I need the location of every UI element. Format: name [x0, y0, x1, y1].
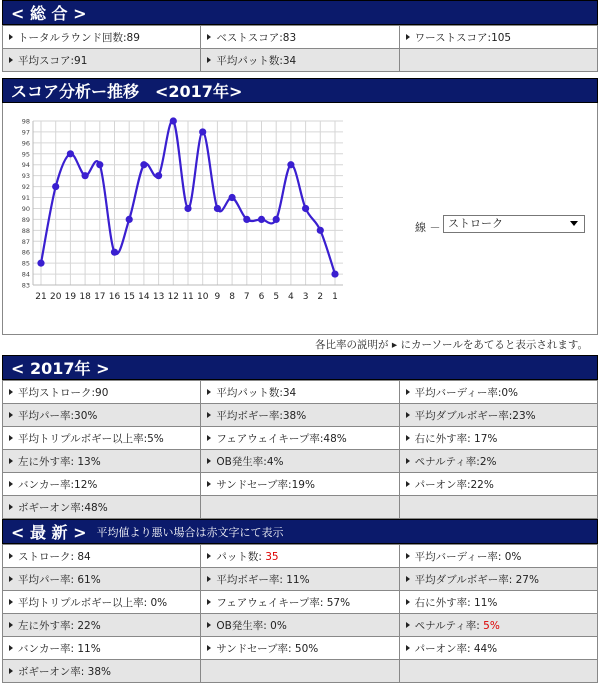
- stat-cell[interactable]: [399, 427, 597, 450]
- triangle-right-icon[interactable]: [9, 389, 13, 395]
- triangle-right-icon[interactable]: [207, 389, 211, 395]
- stat-label: サンドセーブ率:19%: [216, 478, 315, 491]
- table-row: [3, 450, 598, 473]
- stat-cell[interactable]: [3, 660, 201, 683]
- table-row: [3, 545, 598, 568]
- table-row: [3, 49, 598, 72]
- data-point: [140, 161, 147, 168]
- stat-label: サンドセーブ率: 50%: [216, 642, 319, 655]
- stat-value-worse: 5%: [483, 619, 500, 632]
- data-point: [96, 161, 103, 168]
- score-trend-chart: [17, 113, 357, 325]
- y-tick-label: 84: [21, 270, 30, 279]
- triangle-right-icon[interactable]: [406, 645, 410, 651]
- stat-label: 平均ボギー率:38%: [216, 409, 307, 422]
- triangle-right-icon[interactable]: [9, 458, 13, 464]
- y-tick-label: 92: [21, 183, 30, 192]
- stat-cell[interactable]: [201, 381, 399, 404]
- triangle-right-icon[interactable]: [9, 57, 13, 63]
- data-point: [111, 249, 118, 256]
- stat-cell[interactable]: [399, 637, 597, 660]
- stat-label: パーオン率:22%: [414, 478, 494, 491]
- x-tick-label: 10: [196, 292, 209, 302]
- chevron-down-icon: [570, 221, 578, 226]
- triangle-right-icon[interactable]: [207, 481, 211, 487]
- stat-label: ボギーオン率:48%: [18, 501, 108, 514]
- triangle-right-icon[interactable]: [207, 435, 211, 441]
- triangle-right-icon[interactable]: [9, 599, 13, 605]
- data-point: [229, 194, 236, 201]
- stat-cell: [399, 49, 597, 72]
- year-header: [2, 355, 598, 380]
- stat-cell[interactable]: [201, 637, 399, 660]
- stat-label: 左に外す率: 13%: [18, 455, 101, 468]
- stat-label: 平均パー率: 61%: [18, 573, 101, 586]
- y-tick-label: 85: [21, 259, 30, 268]
- stat-label: パット数:: [216, 550, 266, 563]
- table-row: [3, 427, 598, 450]
- data-point: [258, 216, 265, 223]
- stat-cell[interactable]: [399, 545, 597, 568]
- x-tick-label: 13: [152, 292, 165, 302]
- x-tick-label: 20: [49, 292, 62, 302]
- stat-label: ペナルティ率:2%: [414, 455, 497, 468]
- data-point: [184, 205, 191, 212]
- triangle-right-icon[interactable]: [207, 599, 211, 605]
- triangle-right-icon[interactable]: [207, 553, 211, 559]
- x-tick-label: 15: [123, 292, 135, 302]
- stat-label: パーオン率: 44%: [414, 642, 498, 655]
- data-point: [170, 117, 177, 124]
- triangle-right-icon[interactable]: [207, 576, 211, 582]
- stat-cell[interactable]: [3, 381, 201, 404]
- triangle-right-icon[interactable]: [9, 412, 13, 418]
- summary-table: [2, 25, 598, 72]
- x-tick-label: 12: [167, 292, 180, 302]
- stat-label: 平均パー率:30%: [18, 409, 98, 422]
- stat-cell: [399, 660, 597, 683]
- x-tick-label: 11: [182, 292, 194, 302]
- stat-cell[interactable]: [201, 404, 399, 427]
- stat-label: 平均パット数:34: [216, 386, 297, 399]
- data-point: [67, 150, 74, 157]
- stat-cell[interactable]: [201, 427, 399, 450]
- y-tick-label: 89: [21, 215, 30, 224]
- stat-label: 平均ダブルボギー率: 27%: [414, 573, 539, 586]
- x-tick-label: 1: [332, 292, 338, 302]
- data-point: [287, 161, 294, 168]
- data-point: [214, 205, 221, 212]
- y-tick-label: 91: [21, 194, 30, 203]
- x-tick-label: 5: [273, 292, 280, 302]
- stat-cell[interactable]: [201, 49, 399, 72]
- stat-cell[interactable]: [399, 404, 597, 427]
- line-type-select[interactable]: [443, 215, 585, 233]
- x-tick-label: 7: [243, 292, 250, 302]
- x-tick-label: 17: [94, 292, 106, 302]
- triangle-right-icon[interactable]: [207, 458, 211, 464]
- data-point: [52, 183, 59, 190]
- stat-cell[interactable]: [3, 614, 201, 637]
- stat-cell[interactable]: [201, 450, 399, 473]
- stat-cell[interactable]: [3, 26, 201, 49]
- stat-cell[interactable]: [3, 49, 201, 72]
- triangle-right-icon[interactable]: [207, 412, 211, 418]
- line-type-select-value: ストローク: [448, 217, 503, 230]
- triangle-right-icon[interactable]: [207, 622, 211, 628]
- stat-label: 左に外す率: 22%: [18, 619, 101, 632]
- y-tick-label: 83: [21, 281, 30, 290]
- table-row: [3, 637, 598, 660]
- data-point: [317, 227, 324, 234]
- triangle-right-icon[interactable]: [406, 34, 410, 40]
- x-tick-label: 14: [138, 292, 150, 302]
- data-point: [302, 205, 309, 212]
- table-row: [3, 614, 598, 637]
- stat-cell: [399, 496, 597, 519]
- stat-label: ストローク: 84: [18, 550, 91, 563]
- stat-label: バンカー率:12%: [18, 478, 98, 491]
- triangle-right-icon[interactable]: [9, 435, 13, 441]
- triangle-right-icon[interactable]: [406, 599, 410, 605]
- triangle-right-icon[interactable]: [9, 668, 13, 674]
- line-select-label: 線 －: [415, 221, 441, 234]
- chart-header-title: スコア分析ー推移 <2017年>: [11, 82, 243, 101]
- stat-cell[interactable]: [399, 450, 597, 473]
- y-tick-label: 95: [21, 150, 30, 159]
- stat-label: 平均スコア:91: [18, 54, 88, 67]
- chart-header: [2, 78, 598, 103]
- stat-label: 平均ボギー率: 11%: [216, 573, 310, 586]
- stat-label: 平均バーディー率: 0%: [414, 550, 522, 563]
- triangle-right-icon[interactable]: [406, 576, 410, 582]
- stat-cell[interactable]: [201, 26, 399, 49]
- y-tick-label: 98: [21, 117, 30, 126]
- stat-label: ペナルティ率:: [414, 619, 484, 632]
- table-row: [3, 496, 598, 519]
- stat-cell[interactable]: [399, 473, 597, 496]
- data-point: [37, 260, 44, 267]
- stat-cell[interactable]: [201, 473, 399, 496]
- stat-cell[interactable]: [3, 427, 201, 450]
- data-point: [273, 216, 280, 223]
- stat-label: トータルラウンド回数:89: [18, 31, 140, 44]
- stat-label: フェアウェイキープ率: 57%: [216, 596, 351, 609]
- y-tick-label: 88: [21, 226, 30, 235]
- y-tick-label: 94: [21, 161, 30, 170]
- year-header-title: < 2017年 >: [11, 359, 110, 378]
- triangle-right-icon[interactable]: [406, 389, 410, 395]
- triangle-right-icon[interactable]: [406, 481, 410, 487]
- summary-header-title: < 総 合 >: [11, 4, 87, 23]
- triangle-right-icon[interactable]: [207, 34, 211, 40]
- x-tick-label: 19: [64, 292, 77, 302]
- data-point: [126, 216, 133, 223]
- latest-header: [2, 519, 598, 544]
- x-tick-label: 18: [79, 292, 91, 302]
- stat-cell: [201, 660, 399, 683]
- stat-label: 平均バーディー率:0%: [414, 386, 519, 399]
- y-tick-label: 93: [21, 172, 30, 181]
- stat-cell[interactable]: [3, 591, 201, 614]
- y-tick-label: 86: [21, 248, 30, 257]
- ratio-explanation: [2, 335, 598, 355]
- y-tick-label: 90: [21, 204, 30, 213]
- stat-label: 右に外す率: 11%: [414, 596, 498, 609]
- stat-label: OB発生率:4%: [216, 455, 284, 468]
- y-tick-label: 97: [21, 128, 30, 137]
- data-point: [155, 172, 162, 179]
- triangle-right-icon[interactable]: [9, 504, 13, 510]
- stat-label: バンカー率: 11%: [18, 642, 101, 655]
- summary-header: [2, 0, 598, 25]
- triangle-right-icon[interactable]: [406, 435, 410, 441]
- stat-cell: [201, 496, 399, 519]
- table-row: [3, 404, 598, 427]
- triangle-right-icon[interactable]: [9, 34, 13, 40]
- year-stats-table: [2, 380, 598, 519]
- x-tick-label: 9: [214, 292, 221, 302]
- triangle-right-icon[interactable]: [406, 622, 410, 628]
- stat-label: 右に外す率: 17%: [414, 432, 498, 445]
- stat-cell[interactable]: [201, 591, 399, 614]
- triangle-right-icon[interactable]: [406, 458, 410, 464]
- stat-label: 平均ストローク:90: [18, 386, 109, 399]
- stat-label: フェアウェイキープ率:48%: [216, 432, 347, 445]
- stat-cell[interactable]: [3, 545, 201, 568]
- stat-cell[interactable]: [399, 591, 597, 614]
- latest-stats-table: [2, 544, 598, 683]
- y-tick-label: 87: [21, 237, 30, 246]
- data-point: [243, 216, 250, 223]
- stat-cell[interactable]: [399, 26, 597, 49]
- stat-label: OB発生率: 0%: [216, 619, 287, 632]
- data-point: [331, 270, 338, 277]
- chart-panel: [2, 103, 598, 335]
- latest-header-title: < 最 新 >: [11, 523, 87, 542]
- x-tick-label: 21: [35, 292, 47, 302]
- stat-cell[interactable]: [399, 614, 597, 637]
- y-tick-label: 96: [21, 139, 30, 148]
- stat-label: ワーストスコア:105: [414, 31, 512, 44]
- stat-cell[interactable]: [3, 473, 201, 496]
- data-point: [82, 172, 89, 179]
- triangle-right-icon[interactable]: [9, 553, 13, 559]
- triangle-right-icon[interactable]: [406, 553, 410, 559]
- triangle-right-icon[interactable]: [406, 412, 410, 418]
- stat-label: 平均ダブルボギー率:23%: [414, 409, 536, 422]
- stat-cell[interactable]: [3, 568, 201, 591]
- x-tick-label: 6: [258, 292, 265, 302]
- table-row: [3, 660, 598, 683]
- triangle-right-icon[interactable]: [9, 645, 13, 651]
- triangle-right-icon[interactable]: [9, 576, 13, 582]
- stat-cell[interactable]: [201, 568, 399, 591]
- stat-cell[interactable]: [201, 614, 399, 637]
- stat-label: 平均トリプルボギー以上率: 0%: [18, 596, 168, 609]
- ratio-explanation-text: 各比率の説明が ▸ にカーソールをあてると表示されます。: [315, 339, 588, 351]
- table-row: [3, 568, 598, 591]
- stat-value-worse: 35: [265, 550, 279, 563]
- table-row: [3, 591, 598, 614]
- x-tick-label: 2: [317, 292, 324, 302]
- triangle-right-icon[interactable]: [9, 481, 13, 487]
- x-tick-label: 8: [229, 292, 235, 302]
- table-row: [3, 26, 598, 49]
- x-tick-label: 3: [302, 292, 309, 302]
- stat-label: ベストスコア:83: [216, 31, 297, 44]
- x-tick-label: 4: [288, 292, 294, 302]
- stat-cell[interactable]: [399, 381, 597, 404]
- stat-cell[interactable]: [3, 450, 201, 473]
- x-tick-label: 16: [108, 292, 121, 302]
- data-point: [199, 128, 206, 135]
- stat-cell[interactable]: [201, 545, 399, 568]
- stat-cell[interactable]: [3, 496, 201, 519]
- stat-label: 平均トリプルボギー以上率:5%: [18, 432, 164, 445]
- stat-cell[interactable]: [399, 568, 597, 591]
- triangle-right-icon[interactable]: [207, 645, 211, 651]
- stat-cell[interactable]: [3, 404, 201, 427]
- triangle-right-icon[interactable]: [207, 57, 211, 63]
- table-row: [3, 473, 598, 496]
- stat-label: 平均パット数:34: [216, 54, 297, 67]
- table-row: [3, 381, 598, 404]
- triangle-right-icon[interactable]: [9, 622, 13, 628]
- stat-cell[interactable]: [3, 637, 201, 660]
- stat-label: ボギーオン率: 38%: [18, 665, 112, 678]
- latest-header-note: 平均値より悪い場合は赤文字にて表示: [96, 525, 284, 539]
